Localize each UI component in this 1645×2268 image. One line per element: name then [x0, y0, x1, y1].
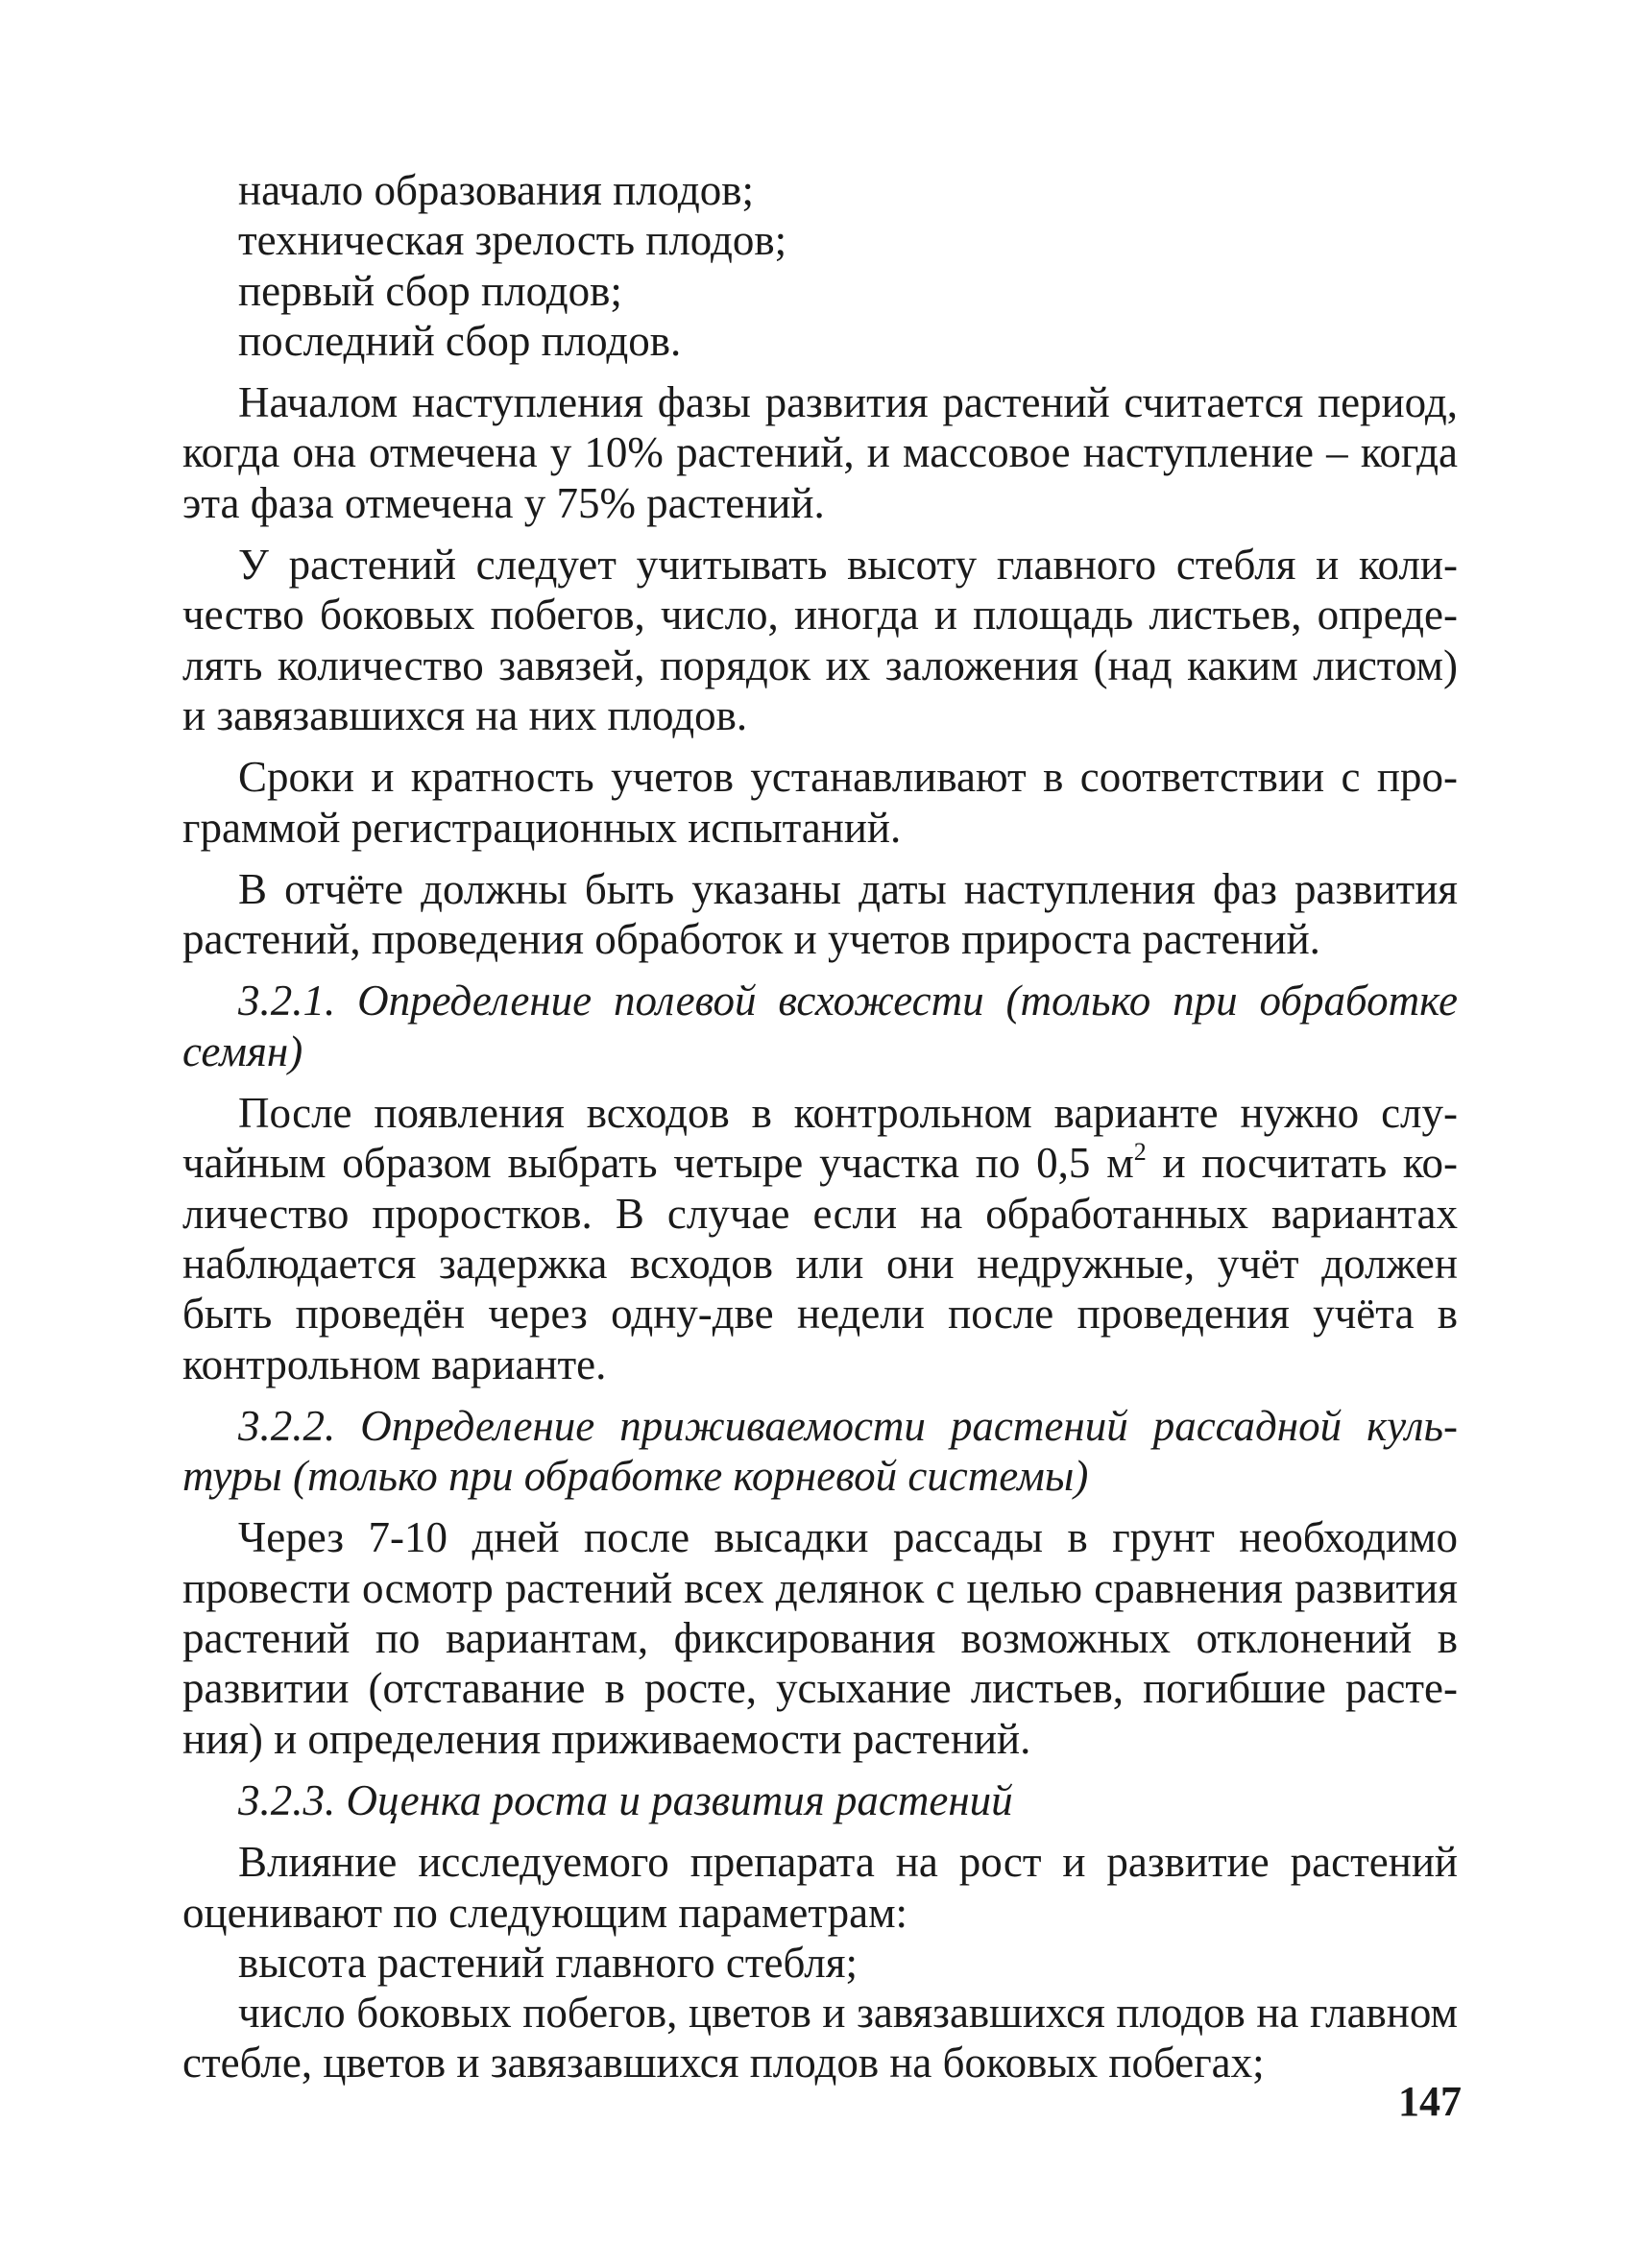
- page-body: [182, 165, 1458, 2088]
- phase-list-item: первый сбор плодов;: [238, 266, 622, 315]
- phase-list-item: техническая зрелость плодов;: [238, 216, 787, 265]
- paragraph-measurements: У растений следует учитывать высоту главного стебля и количество боковых побегов, число, иногда и площадь листьев, определять количество завязей, порядок их заложения (над каким листом) и завязавшихся на них плодов.: [182, 541, 1458, 739]
- section-heading-3-2-3: 3.2.3. Оценка роста и развития растений: [238, 1775, 1013, 1824]
- paragraph-growth-parameters: Влияние исследуемого препарата на рост и развитие растений оценивают по следующим параметрам:: [182, 1838, 1458, 1937]
- page-number: 147: [1398, 2078, 1462, 2125]
- paragraph-report: В отчёте должны быть указаны даты наступления фаз развития растений, проведения обработок и учетов прироста растений.: [182, 864, 1458, 964]
- germination-text-start: После появления всходов в контрольном варианте нужно случайным образом выбрать четыре участка по 0,5 м: [182, 1089, 1458, 1188]
- paragraph-field-germination: [182, 1088, 1458, 1389]
- paragraph-phase-onset: Началом наступления фазы развития растений считается период, когда она отмечена у 10% растений, и массовое наступление – когда эта фаза отмечена у 75% растений.: [182, 378, 1458, 527]
- paragraph-timing: Сроки и кратность учетов устанавливают в соответствии с программой регистрационных испытаний.: [182, 753, 1458, 852]
- parameter-list-item: высота растений главного стебля;: [238, 1938, 858, 1987]
- paragraph-survival: Через 7-10 дней после высадки рассады в грунт необходимо провести осмотр растений всех делянок с целью сравнения развития растений по вариантам, фиксирования возможных отклонений в развитии (отставание в росте, усыхание листьев, погибшие растения) и определения приживаемости растений.: [182, 1513, 1458, 1763]
- section-heading-3-2-2: 3.2.2. Определение приживаемости растений рассадной культуры (только при обработке корневой системы): [182, 1401, 1458, 1501]
- phase-list-item: последний сбор плодов.: [238, 316, 682, 365]
- section-heading-3-2-1: 3.2.1. Определение полевой всхожести (только при обработке семян): [182, 977, 1458, 1075]
- germination-text-end: и посчитать количество проростков. В случае если на обработанных вариантах наблюдается задержка всходов или они недружные, учёт должен быть проведён через одну-две недели после проведения учёта в контрольном варианте.: [182, 1139, 1458, 1388]
- parameter-list-item: число боковых побегов, цветов и завязавшихся плодов на главном стебле, цветов и завязавшихся плодов на боковых побегах;: [182, 1989, 1458, 2087]
- superscript-square: 2: [1133, 1138, 1147, 1167]
- phase-list-item: начало образования плодов;: [238, 166, 754, 214]
